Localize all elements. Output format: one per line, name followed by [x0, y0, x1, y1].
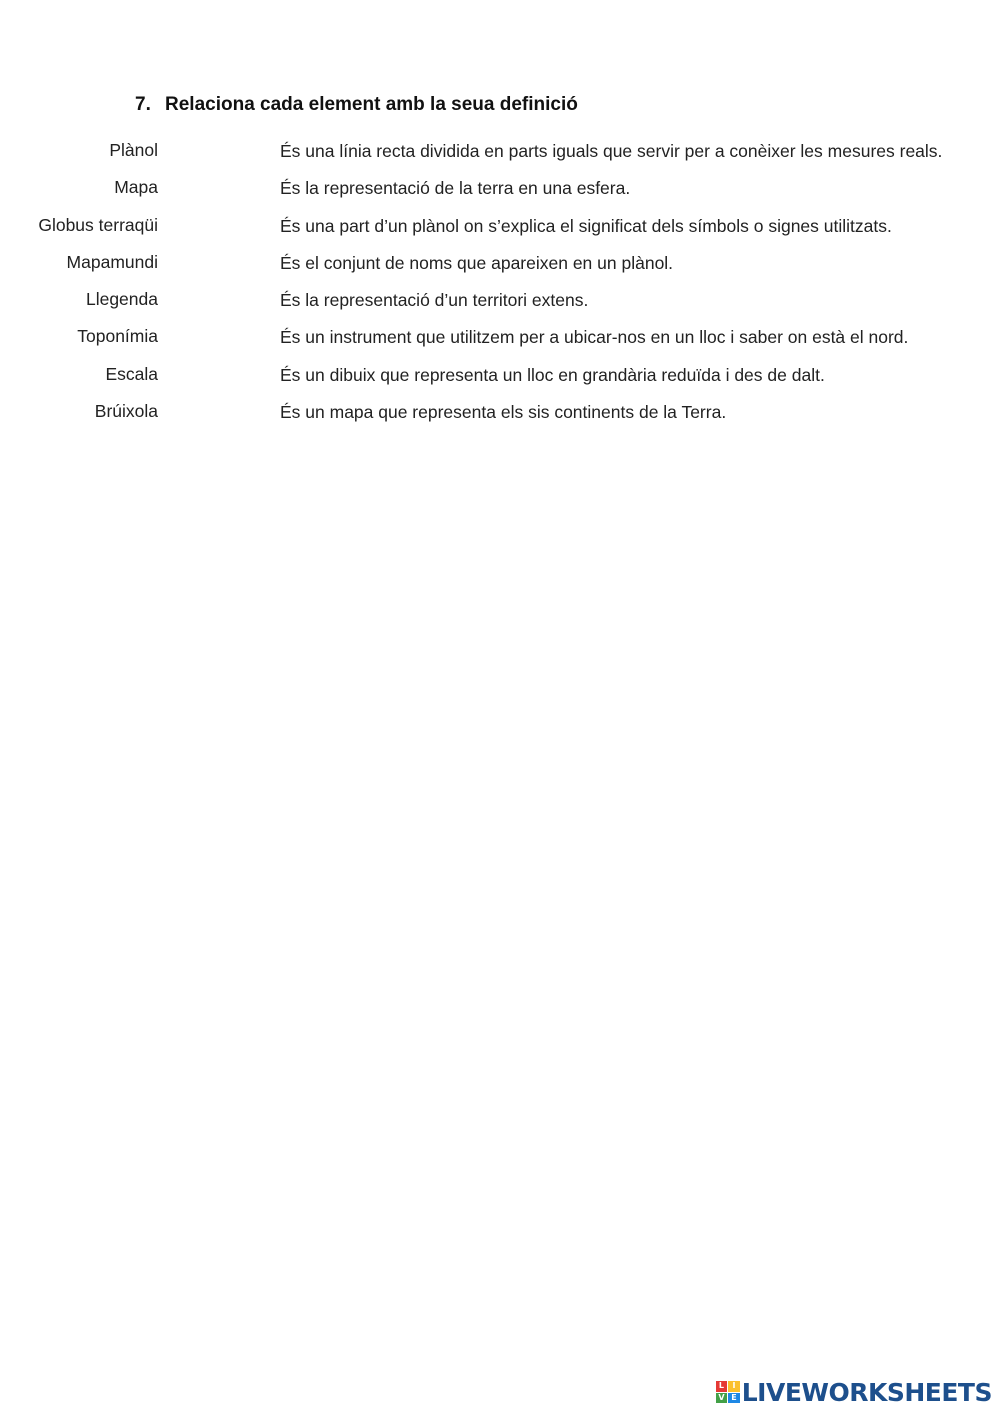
logo-letter-e: E	[728, 1393, 740, 1404]
definition-item[interactable]: És la representació d’un territori extens.	[280, 290, 589, 311]
term-item[interactable]: Mapa	[114, 177, 158, 198]
liveworksheets-wordmark: LIVEWORKSHEETS	[741, 1377, 992, 1407]
term-item[interactable]: Globus terraqüi	[38, 214, 158, 235]
term-item[interactable]: Mapamundi	[66, 251, 158, 272]
definition-item[interactable]: És un mapa que representa els sis continents de la Terra.	[280, 402, 727, 423]
question-title: Relaciona cada element amb la seua definició	[165, 94, 578, 115]
definition-item[interactable]: És una línia recta dividida en parts iguals que servir per a conèixer les mesures reals.	[280, 141, 943, 161]
logo-letter-v: V	[716, 1393, 728, 1404]
term-item[interactable]: Toponímia	[77, 326, 158, 347]
terms-column	[0, 139, 158, 437]
logo-letter-i: I	[728, 1381, 740, 1392]
term-item[interactable]: Brúixola	[94, 401, 158, 422]
logo-letter-l: L	[716, 1381, 728, 1392]
definition-item[interactable]: És un instrument que utilitzem per a ubicar-nos en un lloc i saber on està el nord.	[280, 327, 909, 348]
definition-item[interactable]: És el conjunt de noms que apareixen en un plànol.	[280, 252, 674, 273]
definitions-column	[280, 140, 990, 438]
liveworksheets-brand	[716, 1377, 992, 1407]
term-item[interactable]: Plànol	[109, 140, 158, 160]
term-item[interactable]: Llegenda	[85, 289, 158, 310]
question-heading	[135, 94, 578, 116]
definition-item[interactable]: És un dibuix que representa un lloc en grandària reduïda i des de dalt.	[280, 364, 825, 385]
question-number: 7.	[135, 94, 151, 115]
definition-item[interactable]: És una part d’un plànol on s’explica el significat dels símbols o signes utilitzats.	[280, 215, 892, 236]
liveworksheets-logo-icon	[716, 1381, 740, 1403]
term-item[interactable]: Escala	[105, 363, 158, 384]
definition-item[interactable]: És la representació de la terra en una esfera.	[280, 178, 631, 199]
